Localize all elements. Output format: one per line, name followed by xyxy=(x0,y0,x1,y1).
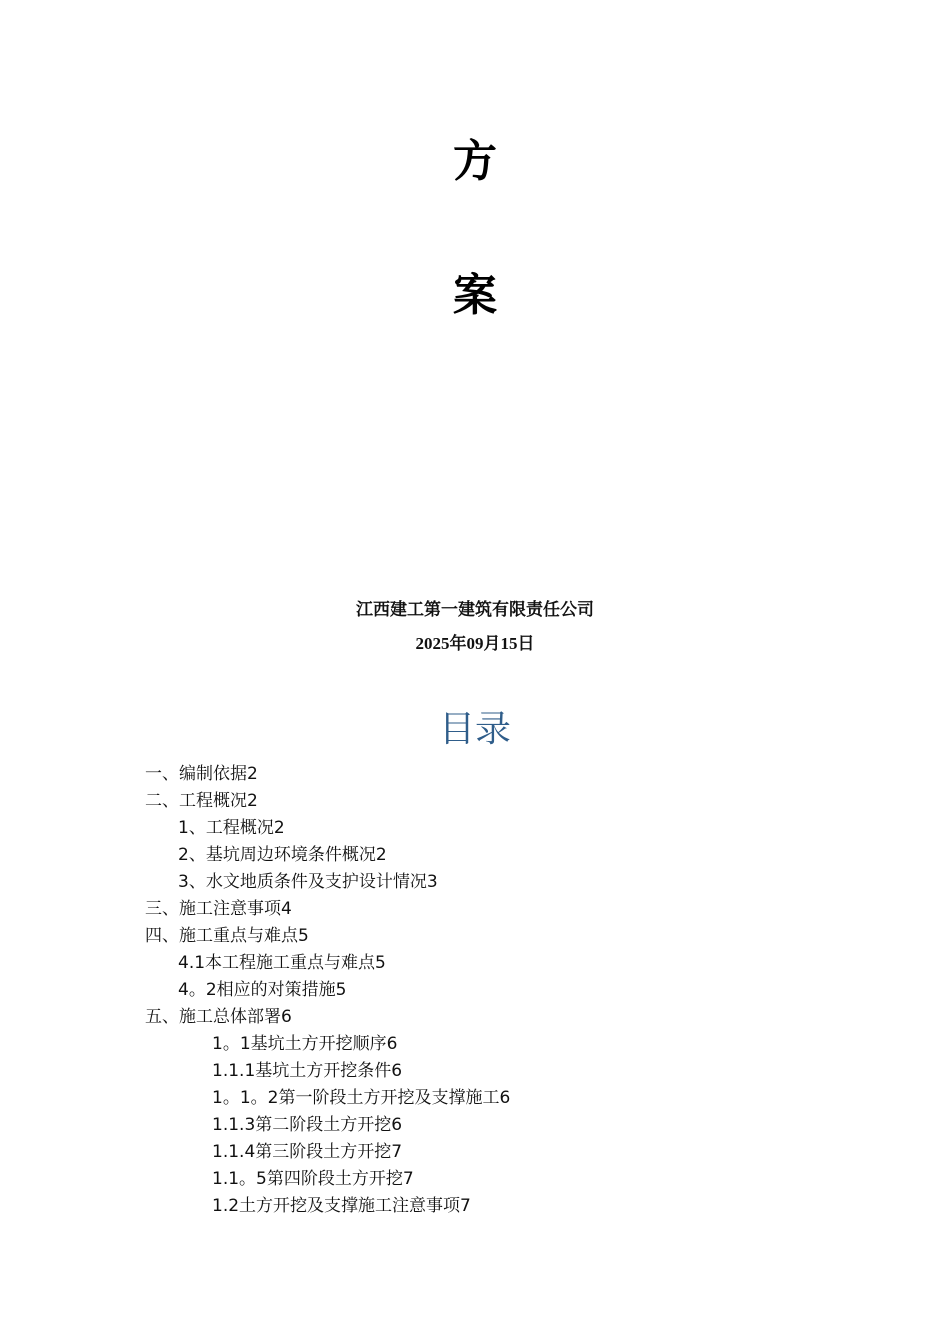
toc-heading: 目录 xyxy=(438,709,511,750)
toc-item[interactable]: 1.1.3第二阶段土方开挖6 xyxy=(212,1115,403,1135)
toc-item[interactable]: 五、施工总体部署6 xyxy=(145,1007,292,1027)
toc-item[interactable]: 4。2相应的对策措施5 xyxy=(178,980,347,1000)
toc-item[interactable]: 1。1基坑土方开挖顺序6 xyxy=(212,1034,398,1054)
toc-item[interactable]: 2、基坑周边环境条件概况2 xyxy=(178,845,387,865)
toc-item[interactable]: 三、施工注意事项4 xyxy=(145,899,292,919)
cover-title-char-1: 方 xyxy=(453,136,497,187)
toc-item[interactable]: 1.1.4第三阶段土方开挖7 xyxy=(212,1142,403,1162)
toc-item[interactable]: 3、水文地质条件及支护设计情况3 xyxy=(178,872,438,892)
toc-item[interactable]: 1.2土方开挖及支撑施工注意事项7 xyxy=(212,1196,471,1216)
toc-item[interactable]: 一、编制依据2 xyxy=(145,764,258,784)
toc-item[interactable]: 四、施工重点与难点5 xyxy=(145,926,309,946)
cover-title-char-2: 案 xyxy=(453,270,497,321)
toc-item[interactable]: 4.1本工程施工重点与难点5 xyxy=(178,953,386,973)
toc-item[interactable]: 1。1。2第一阶段土方开挖及支撑施工6 xyxy=(212,1088,511,1108)
document-date: 2025年09月15日 xyxy=(415,634,535,653)
toc-item[interactable]: 1.1.1基坑土方开挖条件6 xyxy=(212,1061,403,1081)
company-name: 江西建工第一建筑有限责任公司 xyxy=(356,600,594,620)
toc-item[interactable]: 二、工程概况2 xyxy=(145,791,258,811)
toc-item[interactable]: 1、工程概况2 xyxy=(178,818,285,838)
toc-item[interactable]: 1.1。5第四阶段土方开挖7 xyxy=(212,1169,414,1189)
